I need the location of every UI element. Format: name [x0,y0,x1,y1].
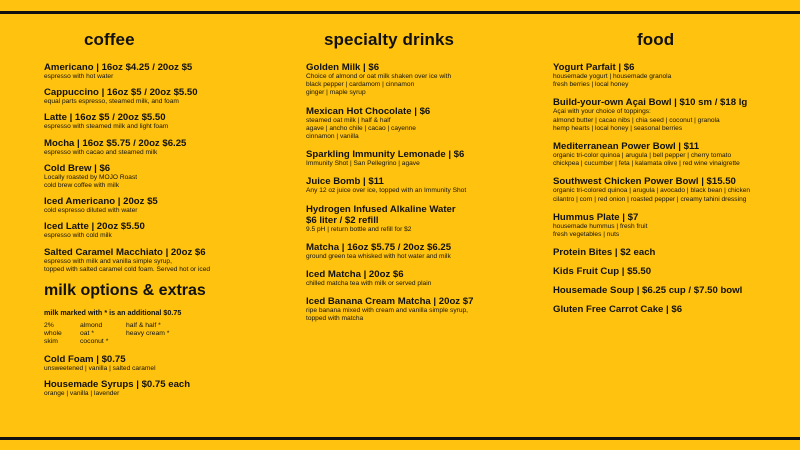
menu-item-description: Immunity Shot | San Pellegrino | agave [306,160,420,168]
menu-item [306,242,536,261]
menu-item-description: chilled matcha tea with milk or served plain [306,280,432,288]
menu-item-name: Hydrogen Infused Alkaline Water [306,203,456,215]
menu-item-description: cinnamon | vanilla [306,133,359,141]
menu-item-description: topped with matcha [306,315,364,323]
menu-item [44,196,284,215]
menu-item-name: Iced Latte | 20oz $5.50 [44,221,145,233]
menu-item-description: black pepper | cardamom | cinnamon [306,81,415,89]
top-rule [0,11,800,14]
menu-item [306,149,536,168]
menu-item [306,269,536,288]
menu-item-name: Mediterranean Power Bowl | $11 [553,141,700,153]
specialty-column [306,30,536,332]
menu-item [553,266,783,277]
menu-item-description: organic tri-color quinoa | arugula | bell pepper | cherry tomato [553,152,732,160]
menu-item-name: Mocha | 16oz $5.75 / 20oz $6.25 [44,137,187,149]
menu-item [44,379,284,398]
menu-item [553,304,783,315]
menu-item-name: Iced Matcha | 20oz $6 [306,269,404,281]
milk-option: coconut * [80,338,109,346]
milk-option: heavy cream * [126,330,170,338]
menu-item [553,97,783,133]
menu-item-name: Matcha | 16oz $5.75 / 20oz $6.25 [306,241,452,253]
menu-item-description: ginger | maple syrup [306,89,366,97]
menu-item-description: cold espresso diluted with water [44,207,138,215]
menu-item-description: chickpea | cucumber | feta | kalamata olive | red wine vinaigrette [553,160,740,168]
menu-item-description: almond butter | cacao nibs | chia seed | coconut | granola [553,116,720,124]
menu-item-description: Any 12 oz juice over ice, topped with an Immunity Shot [306,187,467,195]
menu-item-description: espresso with cacao and steamed milk [44,148,158,156]
bottom-rule [0,437,800,440]
menu-item [306,106,536,142]
food-column [553,30,783,323]
menu-item-name: Yogurt Parfait | $6 [553,62,635,73]
menu-item-name: Cappuccino | 16oz $5 / 20oz $5.50 [44,87,198,99]
menu-item-description: fresh vegetables | nuts [553,231,620,239]
menu-item [553,212,783,239]
menu-item [553,247,783,258]
menu-item [553,141,783,168]
menu-item [553,62,783,89]
milk-option: almond [80,322,103,330]
menu-item-price: $6 liter / $2 refill [306,214,379,226]
menu-item-name: Iced Americano | 20oz $5 [44,196,158,208]
menu-item [44,163,284,190]
menu-item-description: orange | vanilla | lavender [44,390,120,398]
menu-item-name: Juice Bomb | $11 [306,176,384,188]
milk-option: 2% [44,322,54,330]
menu-item-name: Sparkling Immunity Lemonade | $6 [306,149,465,161]
menu-item [44,221,284,240]
coffee-heading: coffee [84,30,135,49]
menu-item-description: equal parts espresso, steamed milk, and foam [44,98,179,106]
milk-option [126,338,196,346]
menu-item-description: 9.5 pH | return bottle and refill for $2 [306,225,412,233]
menu-item-name: Kids Fruit Cup | $5.50 [553,266,652,278]
menu-item-description: fresh berries | local honey [553,81,629,89]
menu-item-description: ripe banana mixed with cream and vanilla simple syrup, [306,307,468,315]
menu-item-name: Housemade Syrups | $0.75 each [44,379,191,391]
menu-item-description: steamed oat milk | half & half [306,116,391,124]
menu-item-name: Mexican Hot Chocolate | $6 [306,105,431,117]
menu-item-name: Iced Banana Cream Matcha | 20oz $7 [306,296,474,308]
extras-note: milk marked with * is an additional $0.75 [44,308,182,318]
menu-item-description: espresso with cold milk [44,232,112,240]
menu-item-name: Housemade Soup | $6.25 cup / $7.50 bowl [553,285,743,297]
menu-item-name: Build-your-own Açai Bowl | $10 sm / $18 lg [553,97,748,109]
menu-item-name: Americano | 16oz $4.25 / 20oz $5 [44,62,193,73]
menu-item-description: organic tri-colored quinoa | arugula | avocado | black bean | chicken [553,187,751,195]
menu-item-description: espresso with steamed milk and light foam [44,123,169,131]
milk-option: oat * [80,330,94,338]
milk-option: half & half * [126,322,161,330]
extras-heading: milk options & extras [44,282,206,300]
menu-item-name: Latte | 16oz $5 / 20oz $5.50 [44,112,166,124]
menu-item-description: cilantro | corn | red onion | roasted pepper | creamy tahini dressing [553,195,747,203]
menu-item-description: Açai with your choice of toppings: [553,108,651,116]
menu-item-name: Salted Caramel Macchiato | 20oz $6 [44,246,206,258]
menu-item-name: Hummus Plate | $7 [553,211,639,223]
milk-option: whole [44,330,62,338]
milk-option: skim [44,338,58,346]
menu-item-description: Locally roasted by MOJO Roast [44,173,138,181]
menu-item-description: espresso with milk and vanilla simple syrup, [44,257,172,265]
menu-item-description: topped with salted caramel cold foam. Served hot or iced [44,265,211,273]
menu-item-name: Golden Milk | $6 [306,62,380,73]
menu-item-name: Cold Brew | $6 [44,162,111,174]
menu-item [306,62,536,98]
milk-options-grid [44,322,284,346]
menu-item [553,176,783,203]
menu-item-description: agave | ancho chile | cacao | cayenne [306,124,416,132]
menu-item [44,247,284,274]
menu-item [306,296,536,323]
specialty-heading: specialty drinks [324,30,455,49]
menu-item [306,204,536,234]
coffee-column [44,30,284,404]
menu-item-description: housemade yogurt | housemade granola [553,73,672,80]
menu-item-description: Choice of almond or oat milk shaken over ice with [306,73,452,80]
menu-item-description: hemp hearts | local honey | seasonal berries [553,124,683,132]
menu-item [44,87,284,106]
menu-item-name: Cold Foam | $0.75 [44,354,126,366]
menu-item-description: espresso with hot water [44,73,114,80]
menu-item [44,112,284,131]
menu-item-name: Gluten Free Carrot Cake | $6 [553,304,683,316]
menu-item [306,176,536,195]
menu-item [44,62,284,81]
menu-item-description: ground green tea whisked with hot water and milk [306,252,451,260]
food-heading: food [637,30,675,49]
menu-item [44,354,284,373]
menu-item [44,138,284,157]
menu-item [553,285,783,296]
menu-item-name: Southwest Chicken Power Bowl | $15.50 [553,176,736,188]
menu-item-description: cold brew coffee with milk [44,182,120,190]
menu-item-name: Protein Bites | $2 each [553,247,656,259]
menu-item-description: housemade hummus | fresh fruit [553,222,648,230]
menu-item-description: unsweetened | vanilla | salted caramel [44,365,156,373]
